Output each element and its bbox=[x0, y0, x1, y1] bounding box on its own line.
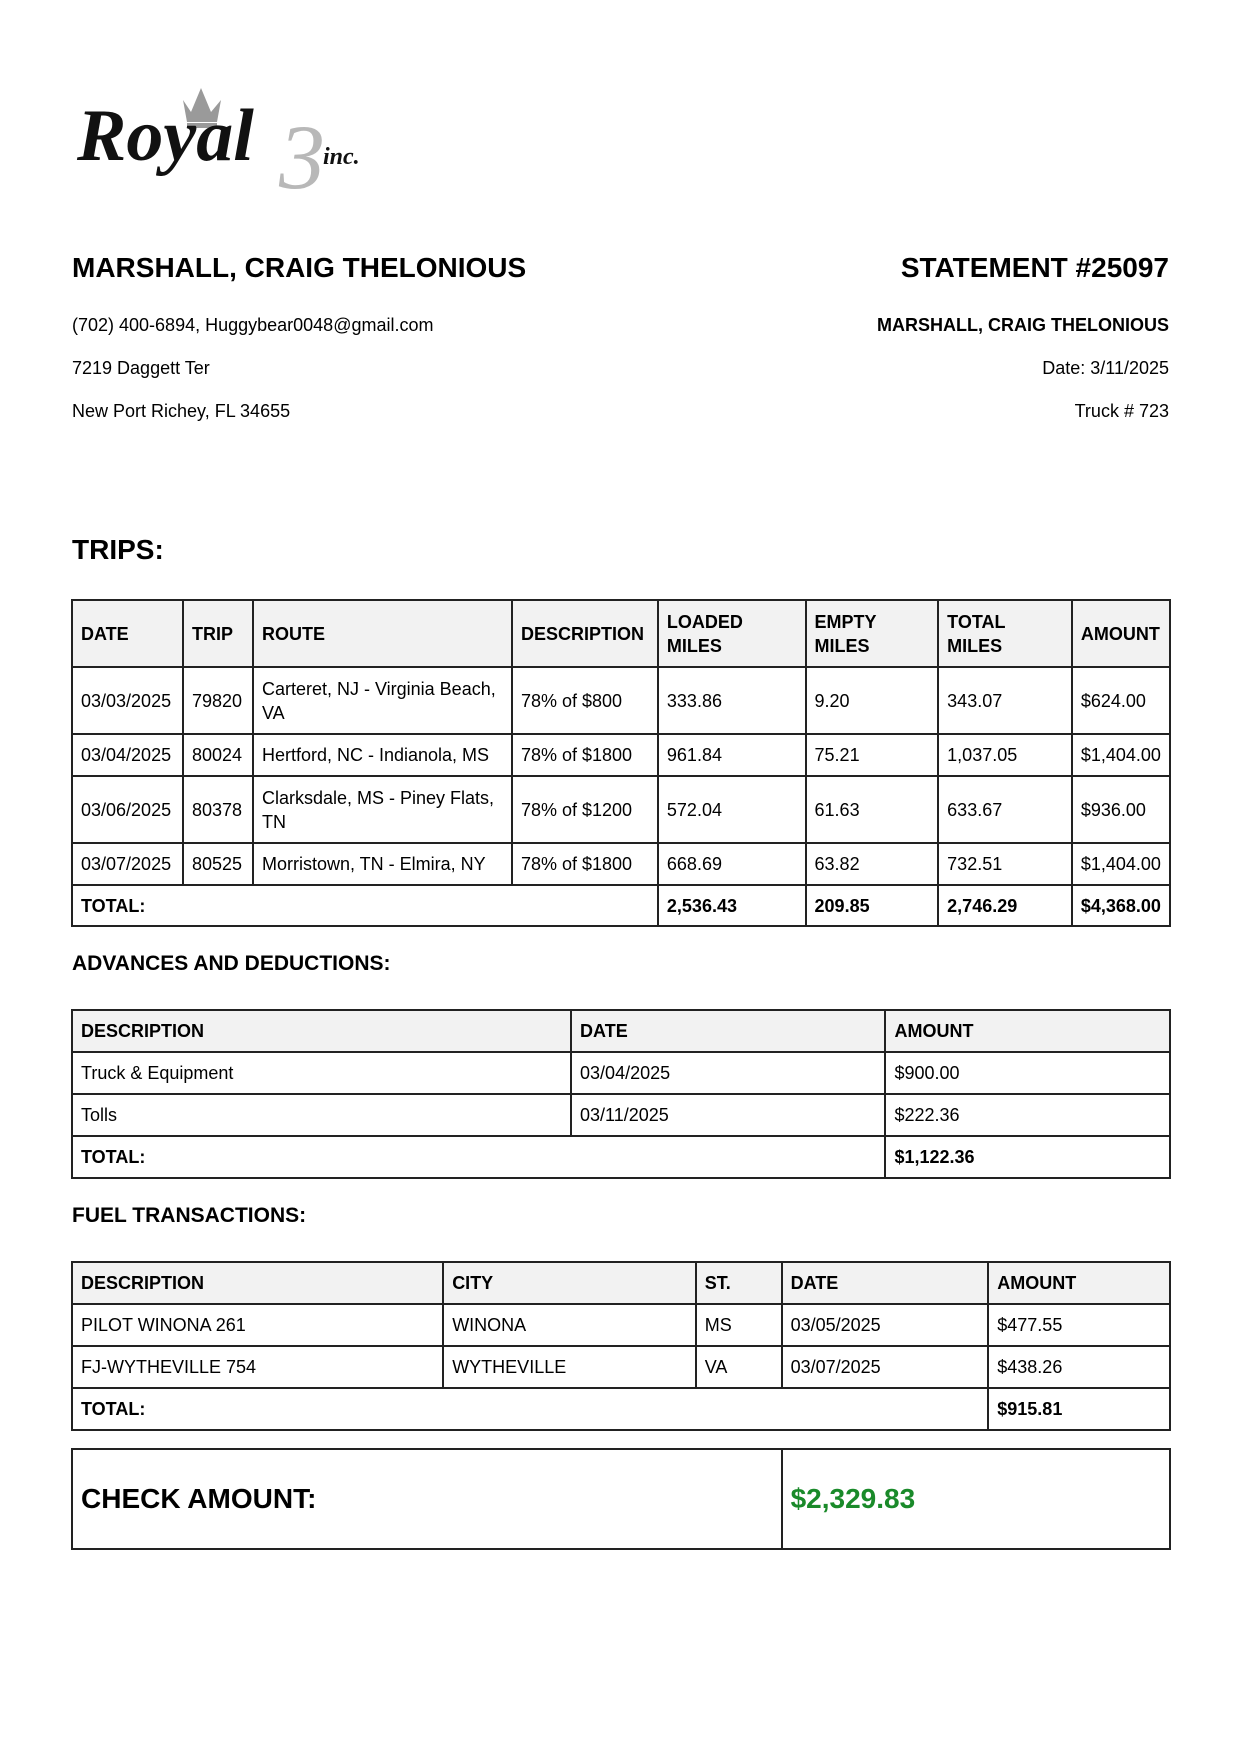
fuel-total-row bbox=[72, 1388, 1170, 1430]
total-miles: 2,746.29 bbox=[938, 885, 1072, 926]
trip-amount: $1,404.00 bbox=[1072, 843, 1170, 885]
trip-total-miles: 633.67 bbox=[938, 776, 1072, 843]
col-city: CITY bbox=[443, 1262, 696, 1304]
advances-total-row bbox=[72, 1136, 1170, 1178]
advance-date: 03/04/2025 bbox=[571, 1052, 885, 1094]
driver-city: New Port Richey, FL 34655 bbox=[72, 401, 291, 421]
trips-title: TRIPS: bbox=[72, 534, 164, 565]
trip-total-miles: 343.07 bbox=[938, 667, 1072, 734]
trip-total-miles: 732.51 bbox=[938, 843, 1072, 885]
fuel-title: FUEL TRANSACTIONS: bbox=[72, 1204, 307, 1227]
fuel-amount: $477.55 bbox=[988, 1304, 1170, 1346]
table-row bbox=[72, 734, 1170, 776]
col-empty-miles: EMPTY MILES bbox=[806, 600, 939, 667]
company-logo bbox=[75, 78, 395, 198]
trip-loaded-miles: 333.86 bbox=[658, 667, 806, 734]
col-date: DATE bbox=[72, 600, 183, 667]
fuel-date: 03/05/2025 bbox=[782, 1304, 989, 1346]
col-state: ST. bbox=[696, 1262, 782, 1304]
col-date: DATE bbox=[782, 1262, 989, 1304]
trip-empty-miles: 75.21 bbox=[806, 734, 939, 776]
table-header-row bbox=[72, 600, 1170, 667]
trip-loaded-miles: 572.04 bbox=[658, 776, 806, 843]
fuel-description: FJ-WYTHEVILLE 754 bbox=[72, 1346, 443, 1388]
fuel-city: WYTHEVILLE bbox=[443, 1346, 696, 1388]
trip-total-miles: 1,037.05 bbox=[938, 734, 1072, 776]
fuel-table bbox=[71, 1261, 1171, 1431]
trip-empty-miles: 9.20 bbox=[806, 667, 939, 734]
total-amount: $4,368.00 bbox=[1072, 885, 1170, 926]
trip-description: 78% of $1800 bbox=[512, 734, 658, 776]
col-description: DESCRIPTION bbox=[512, 600, 658, 667]
truck-number: Truck # 723 bbox=[1074, 401, 1169, 421]
statement-name: MARSHALL, CRAIG THELONIOUS bbox=[877, 315, 1169, 335]
trip-date: 03/06/2025 bbox=[72, 776, 183, 843]
col-date: DATE bbox=[571, 1010, 885, 1052]
trip-route: Carteret, NJ - Virginia Beach, VA bbox=[253, 667, 512, 734]
logo-number: 3 bbox=[279, 106, 325, 198]
trip-empty-miles: 61.63 bbox=[806, 776, 939, 843]
driver-street: 7219 Daggett Ter bbox=[72, 358, 210, 378]
trip-number: 80378 bbox=[183, 776, 253, 843]
advance-amount: $900.00 bbox=[885, 1052, 1170, 1094]
trip-route: Morristown, TN - Elmira, NY bbox=[253, 843, 512, 885]
statement-date: Date: 3/11/2025 bbox=[1042, 358, 1169, 378]
col-amount: AMOUNT bbox=[988, 1262, 1170, 1304]
advance-amount: $222.36 bbox=[885, 1094, 1170, 1136]
advance-description: Truck & Equipment bbox=[72, 1052, 571, 1094]
statement-title: STATEMENT #25097 bbox=[900, 252, 1169, 283]
fuel-date: 03/07/2025 bbox=[782, 1346, 989, 1388]
trip-description: 78% of $800 bbox=[512, 667, 658, 734]
col-total-miles: TOTAL MILES bbox=[938, 600, 1072, 667]
col-amount: AMOUNT bbox=[885, 1010, 1170, 1052]
advance-description: Tolls bbox=[72, 1094, 571, 1136]
table-header-row bbox=[72, 1262, 1170, 1304]
trip-date: 03/04/2025 bbox=[72, 734, 183, 776]
fuel-state: VA bbox=[696, 1346, 782, 1388]
trip-route: Hertford, NC - Indianola, MS bbox=[253, 734, 512, 776]
col-route: ROUTE bbox=[253, 600, 512, 667]
driver-name: MARSHALL, CRAIG THELONIOUS bbox=[72, 252, 527, 283]
table-row bbox=[72, 1094, 1170, 1136]
fuel-amount: $438.26 bbox=[988, 1346, 1170, 1388]
total-label: TOTAL: bbox=[72, 1136, 885, 1178]
table-row bbox=[72, 667, 1170, 734]
trip-loaded-miles: 961.84 bbox=[658, 734, 806, 776]
trip-number: 80525 bbox=[183, 843, 253, 885]
advance-date: 03/11/2025 bbox=[571, 1094, 885, 1136]
total-loaded-miles: 2,536.43 bbox=[658, 885, 806, 926]
table-row bbox=[72, 776, 1170, 843]
col-loaded-miles: LOADED MILES bbox=[658, 600, 806, 667]
trip-date: 03/07/2025 bbox=[72, 843, 183, 885]
col-description: DESCRIPTION bbox=[72, 1262, 443, 1304]
trip-date: 03/03/2025 bbox=[72, 667, 183, 734]
advances-title: ADVANCES AND DEDUCTIONS: bbox=[72, 952, 391, 975]
driver-contact: (702) 400-6894, Huggybear0048@gmail.com bbox=[72, 315, 434, 335]
check-amount-value: $2,329.83 bbox=[782, 1449, 1170, 1549]
trip-amount: $936.00 bbox=[1072, 776, 1170, 843]
trips-total-row bbox=[72, 885, 1170, 926]
col-trip: TRIP bbox=[183, 600, 253, 667]
total-label: TOTAL: bbox=[72, 885, 658, 926]
fuel-state: MS bbox=[696, 1304, 782, 1346]
logo-suffix: inc. bbox=[323, 144, 360, 170]
advances-table bbox=[71, 1009, 1171, 1179]
total-label: TOTAL: bbox=[72, 1388, 988, 1430]
crown-logo-icon bbox=[75, 78, 395, 198]
statement-info bbox=[877, 252, 1169, 443]
check-amount-box bbox=[71, 1448, 1171, 1550]
trip-number: 79820 bbox=[183, 667, 253, 734]
trip-description: 78% of $1200 bbox=[512, 776, 658, 843]
trip-number: 80024 bbox=[183, 734, 253, 776]
col-amount: AMOUNT bbox=[1072, 600, 1170, 667]
driver-info bbox=[72, 252, 526, 443]
logo-text: Royal bbox=[77, 95, 254, 177]
table-row bbox=[72, 1346, 1170, 1388]
table-row bbox=[72, 843, 1170, 885]
table-row bbox=[72, 1052, 1170, 1094]
total-empty-miles: 209.85 bbox=[806, 885, 939, 926]
total-amount: $915.81 bbox=[988, 1388, 1170, 1430]
trip-amount: $1,404.00 bbox=[1072, 734, 1170, 776]
fuel-description: PILOT WINONA 261 bbox=[72, 1304, 443, 1346]
total-amount: $1,122.36 bbox=[885, 1136, 1170, 1178]
trip-description: 78% of $1800 bbox=[512, 843, 658, 885]
table-row bbox=[72, 1304, 1170, 1346]
trip-route: Clarksdale, MS - Piney Flats, TN bbox=[253, 776, 512, 843]
trip-amount: $624.00 bbox=[1072, 667, 1170, 734]
trip-empty-miles: 63.82 bbox=[806, 843, 939, 885]
trips-table bbox=[71, 599, 1171, 927]
fuel-city: WINONA bbox=[443, 1304, 696, 1346]
col-description: DESCRIPTION bbox=[72, 1010, 571, 1052]
table-header-row bbox=[72, 1010, 1170, 1052]
trip-loaded-miles: 668.69 bbox=[658, 843, 806, 885]
check-amount-label: CHECK AMOUNT: bbox=[72, 1449, 782, 1549]
